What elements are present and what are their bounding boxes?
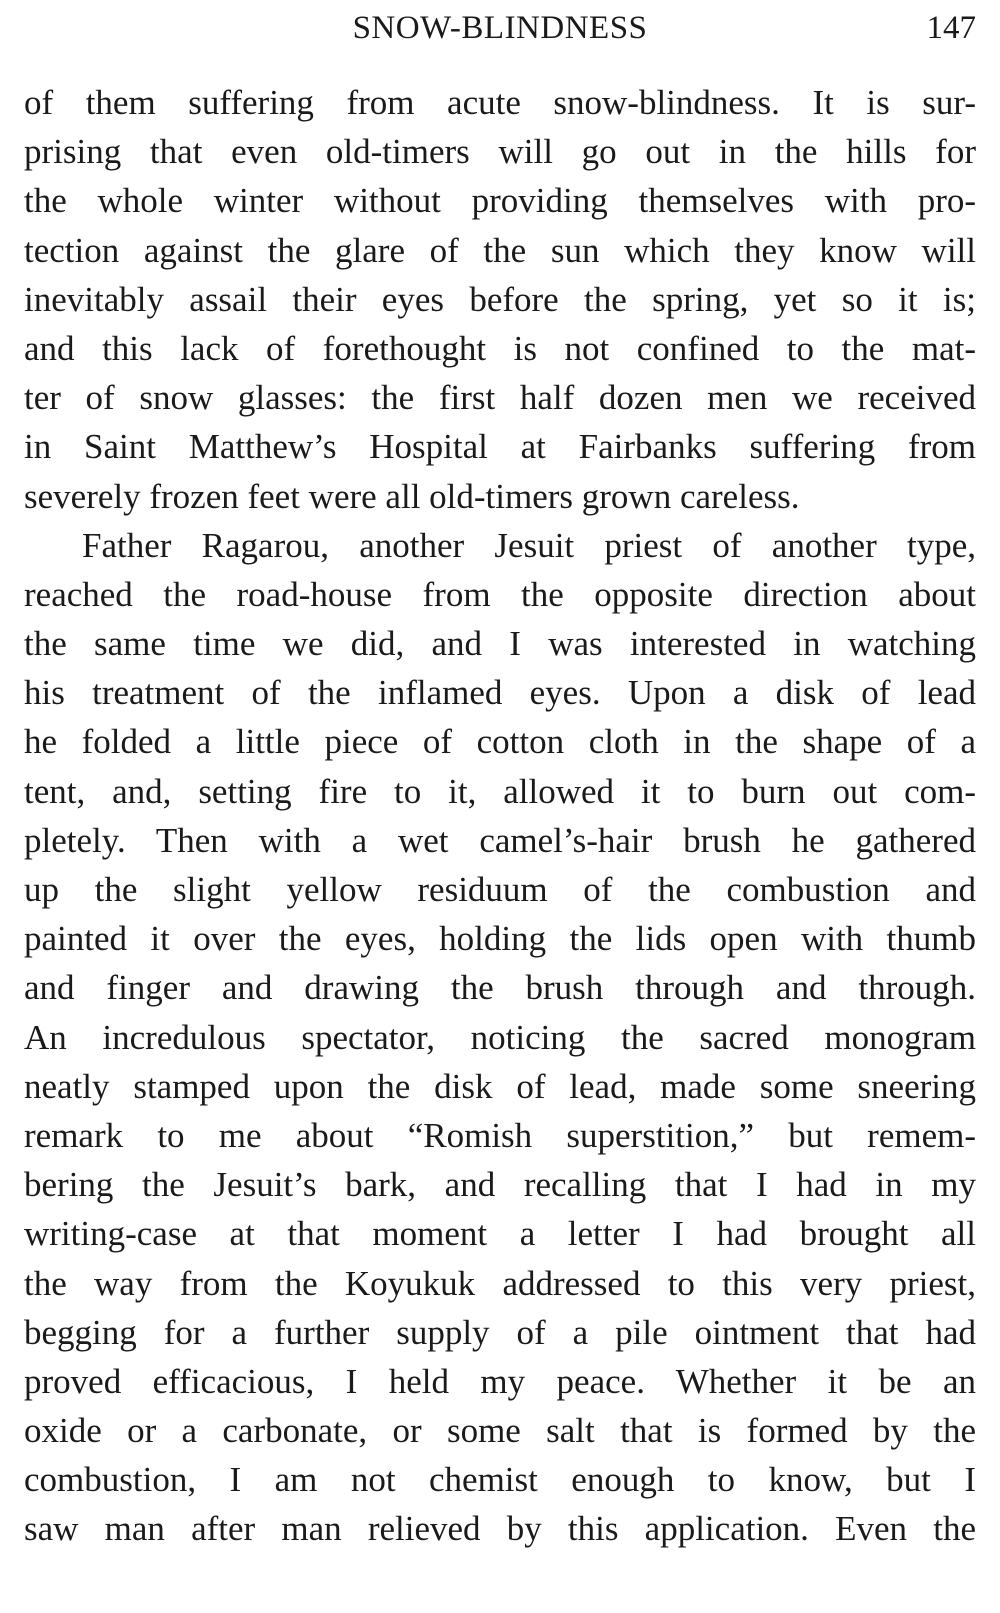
running-title: SNOW-BLINDNESS xyxy=(352,10,648,46)
body-text xyxy=(24,78,976,1554)
text-line: oxide or a carbonate, or some salt that is formed by the xyxy=(24,1411,976,1451)
text-line: prising that even old-timers will go out in the hills for xyxy=(24,132,976,172)
text-line: of them suffering from acute snow-blindness. It is sur- xyxy=(24,83,976,122)
text-line: painted it over the eyes, holding the lids open with thumb xyxy=(24,919,976,959)
text-line: neatly stamped upon the disk of lead, made some sneering xyxy=(24,1066,976,1106)
text-line: and finger and drawing the brush through and through. xyxy=(24,968,976,1008)
text-line: writing-case at that moment a letter I had brought all xyxy=(24,1214,976,1254)
text-line: An incredulous spectator, noticing the sacred monogram xyxy=(24,1017,976,1057)
text-line: he folded a little piece of cotton cloth in the shape of a xyxy=(24,722,976,762)
text-line: tection against the glare of the sun which they know will xyxy=(24,230,976,270)
text-line: bering the Jesuit’s bark, and recalling that I had in my xyxy=(24,1165,976,1205)
text-line: proved efficacious, I held my peace. Whether it be an xyxy=(24,1361,976,1401)
text-line: pletely. Then with a wet camel’s-hair brush he gathered xyxy=(24,820,976,860)
text-line: inevitably assail their eyes before the spring, yet so it is; xyxy=(24,279,976,319)
page-number: 147 xyxy=(926,10,976,46)
text-line: the way from the Koyukuk addressed to this very priest, xyxy=(24,1263,976,1303)
text-line: begging for a further supply of a pile ointment that had xyxy=(24,1312,976,1352)
text-line: ter of snow glasses: the first half dozen men we received xyxy=(24,378,976,418)
text-line: his treatment of the inflamed eyes. Upon a disk of lead xyxy=(24,673,976,713)
text-line: reached the road-house from the opposite direction about xyxy=(24,574,976,614)
text-line: the whole winter without providing themselves with pro- xyxy=(24,181,976,221)
text-line: severely frozen feet were all old-timers grown careless. xyxy=(24,476,800,516)
paragraph-1 xyxy=(24,78,976,521)
text-line: tent, and, setting fire to it, allowed it to burn out com- xyxy=(24,771,976,811)
text-line: the same time we did, and I was interested in watching xyxy=(24,624,976,664)
text-line: Father Ragarou, another Jesuit priest of another type, xyxy=(82,525,976,565)
paragraph-2 xyxy=(24,521,976,1554)
running-head xyxy=(24,4,976,52)
text-line: in Saint Matthew’s Hospital at Fairbanks suffering from xyxy=(24,427,976,467)
text-line: up the slight yellow residuum of the combustion and xyxy=(24,870,976,909)
text-line: remark to me about “Romish superstition,” but remem- xyxy=(24,1115,976,1155)
text-line: combustion, I am not chemist enough to know, but I xyxy=(24,1460,976,1500)
text-line: and this lack of forethought is not confined to the mat- xyxy=(24,328,976,368)
text-line: saw man after man relieved by this application. Even the xyxy=(24,1509,976,1549)
